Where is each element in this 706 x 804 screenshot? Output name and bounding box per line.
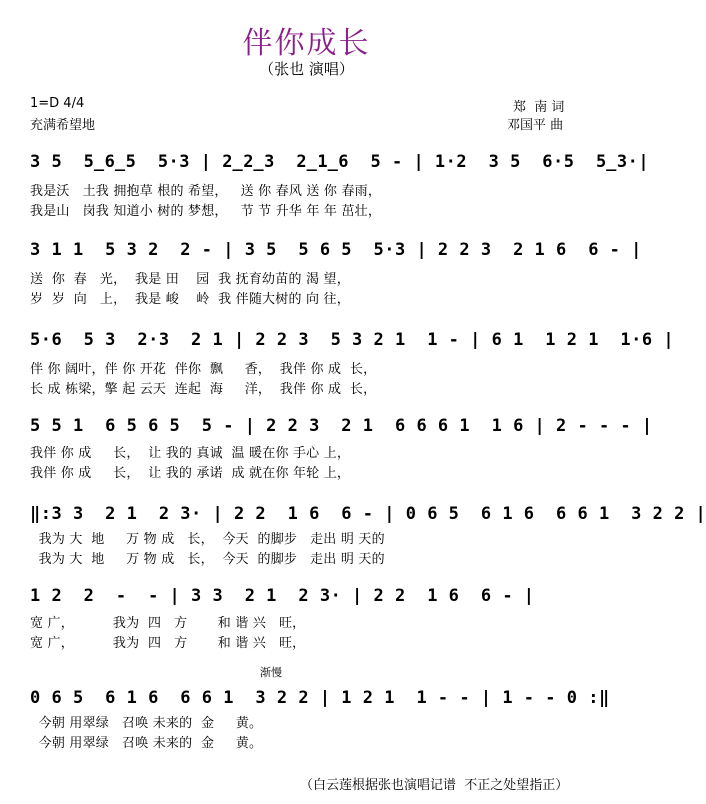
lyric-verse-2: 岁 岁 向 上， 我是 峻 岭 我 伴随大树的 向 往， [30,292,350,307]
notation-line: 5·6 5 3 2·3 2 1 | 2 2 3 5 3 2 1 1 - | 6 1 1 2 1 1·6 | [30,330,675,350]
lyric-verse-1: 伴 你 阔叶，伴 你 开花 伴你 飘 香， 我伴 你 成 长， [30,362,377,377]
score-row-2 [30,238,642,308]
lyric-verse-1: 我伴 你 成 长， 让 我的 真诚 温 暖在你 手心 上， [30,446,351,461]
expression-marking: 充满希望地 [30,118,96,133]
score-row-1 [30,150,650,220]
lyric-verse-2: 长 成 栋梁，擎 起 云天 连起 海 洋， 我伴 你 成 长， [30,382,377,397]
lyricist-credit: 郑 南 词 [513,100,565,115]
lyric-verse-2: 我伴 你 成 长， 让 我的 承诺 成 就在你 年轮 上， [30,466,351,481]
song-title: 伴你成长 [242,26,371,61]
lyric-verse-2: 我为 大 地 万 物 成 长， 今天 的脚步 走出 明 天的 [30,552,385,567]
lyric-verse-1: 宽 广， 我为 四 方 和 谐 兴 旺， [30,616,306,631]
lyric-verse-2: 今朝 用翠绿 召唤 未来的 金 黄。 [30,736,263,751]
notation-line: 1 2 2 - - | 3 3 2 1 2 3· | 2 2 1 6 6 - | [30,586,535,606]
key-signature: 1=D 4/4 [30,96,85,111]
performer-subtitle: （张也 演唱） [259,60,354,78]
lyric-verse-1: 今朝 用翠绿 召唤 未来的 金 黄。 [30,716,263,731]
lyric-verse-2: 我是山 岗我 知道小 树的 梦想， 节 节 升华 年 年 茁壮， [30,204,382,219]
lyric-verse-2: 宽 广， 我为 四 方 和 谐 兴 旺， [30,636,306,651]
score-row-3 [30,328,675,398]
notation-line: 5 5 1 6 5 6 5 5 - | 2 2 3 2 1 6 6 6 1 1 6 | 2 - - - | [30,416,653,436]
lyric-verse-1: 送 你 春 光， 我是 田 园 我 抚育幼苗的 渴 望， [30,272,350,287]
lyric-verse-1: 我为 大 地 万 物 成 长， 今天 的脚步 走出 明 天的 [30,532,385,547]
lyric-verse-1: 我是沃 土我 拥抱草 根的 希望， 送 你 春风 送 你 春雨， [30,184,382,199]
score-row-6 [30,584,590,654]
score-row-7 [30,686,610,756]
composer-credit: 邓国平 曲 [507,118,564,133]
notation-line: 3 1 1 5 3 2 2 - | 3 5 5 6 5 5·3 | 2 2 3 2 1 6 6 - | [30,240,642,260]
notation-line: ‖:3 3 2 1 2 3· | 2 2 1 6 6 - | 0 6 5 6 1 6 6 6 1 3 2 2 | [30,504,706,524]
score-row-5 [30,502,706,572]
transcription-note: （白云莲根据张也演唱记谱 不正之处望指正） [300,778,569,793]
score-row-4 [30,414,653,484]
notation-line: 0 6 5 6 1 6 6 6 1 3 2 2 | 1 2 1 1 - - | 1 - - 0 :‖ [30,688,610,708]
notation-line: 3 5 5̲6̲5 5·3 | 2̲2̲3 2̲1̲6 5 - | 1·2 3 5 6·5 5̲3·| [30,152,650,172]
tempo-marking: 渐慢 [260,666,282,679]
